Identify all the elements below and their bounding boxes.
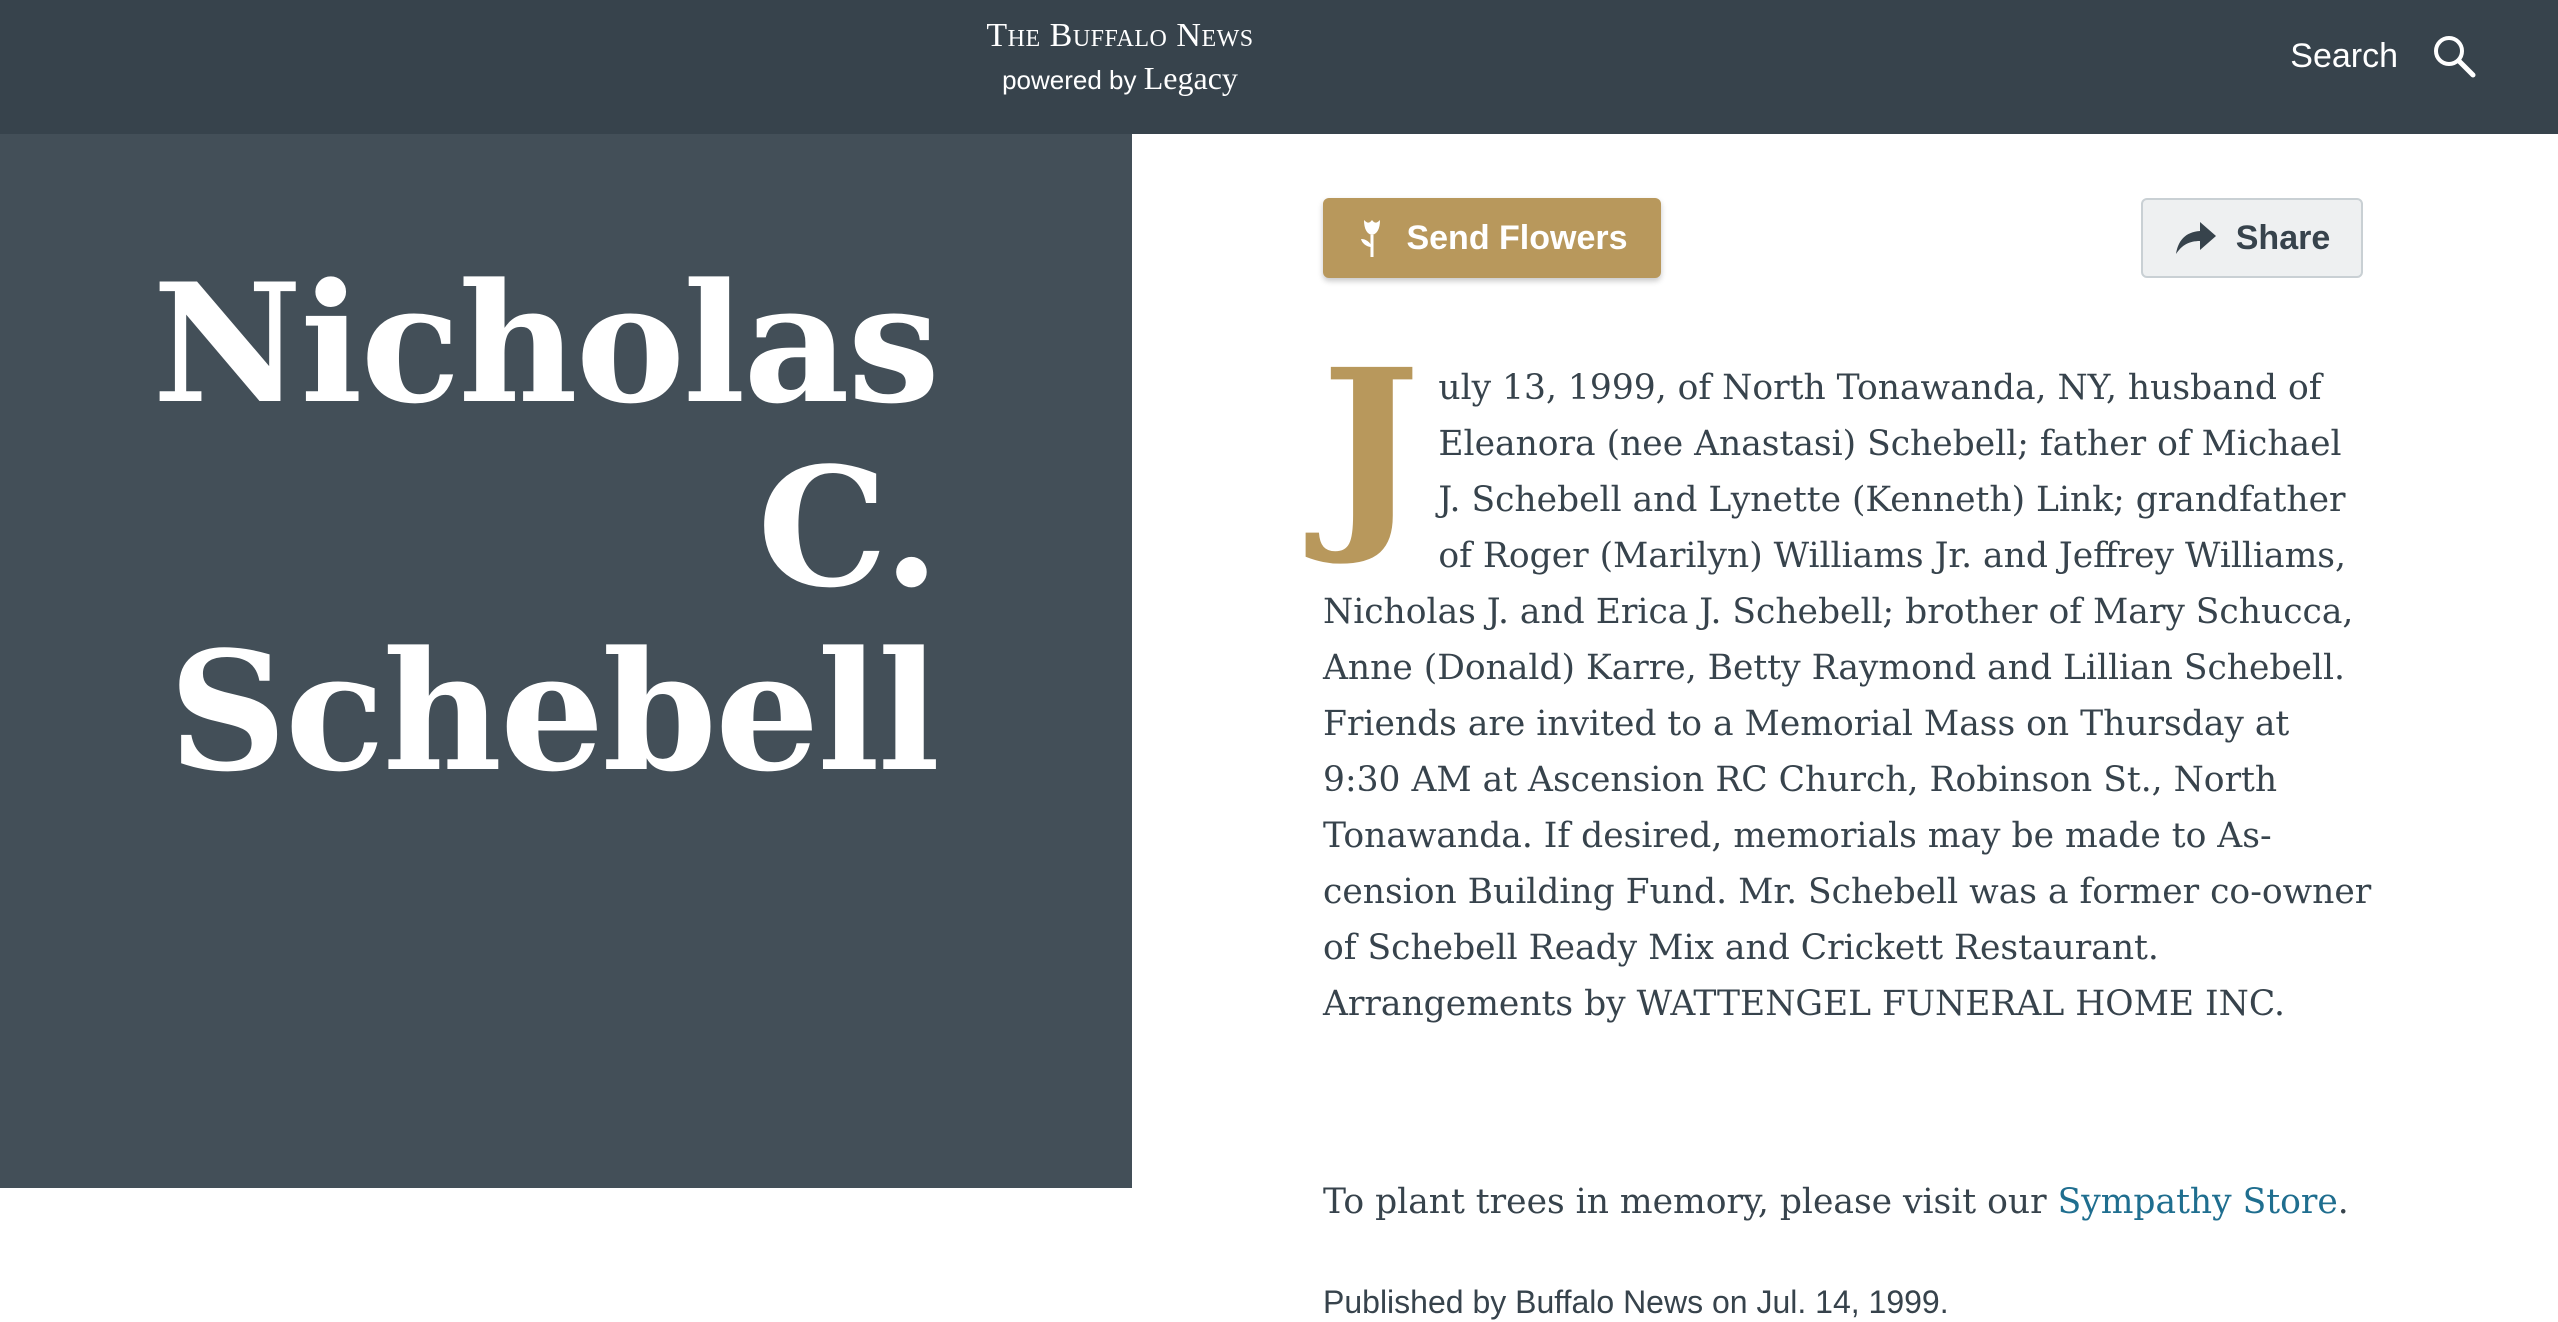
flower-icon bbox=[1356, 217, 1386, 259]
powered-by-text: powered by bbox=[1002, 65, 1137, 95]
drop-cap-letter: J bbox=[1321, 323, 1421, 570]
search-icon bbox=[2432, 34, 2476, 78]
name-line-last: Schebell bbox=[168, 615, 938, 808]
obituary-text bbox=[1321, 323, 2373, 1032]
published-line: Published by Buffalo News on Jul. 14, 1999. bbox=[1323, 1284, 1949, 1320]
legacy-wordmark: Legacy bbox=[1143, 60, 1238, 96]
obituary-body: uly 13, 1999, of North Tonawanda, NY, husband of Eleanora (nee Anastasi) Schebell; father of Michael J. Schebell and Lynette (Kenneth) Link; grandfather of Roger (Marilyn) Williams Jr. and Jeffrey Williams, Nicholas J. and Erica J. Schebell; brother of Mary Schucca, Anne (Donald) Karre, Betty Raymond and Lillian Schebell. Friends are invited to a Memorial Mass on Thursday at 9:30 AM at Ascension RC Church, Robinson St., North Tonawanda. If desired, memorials may be made to Ascension Building Fund. Mr. Schebell was a former co-owner of Schebell Ready Mix and Crickett Restaurant. Arrangements by WATTENGEL FUNERAL HOME INC. bbox=[1323, 368, 2372, 1024]
plant-trees-prefix: To plant trees in memory, please visit our bbox=[1323, 1182, 2058, 1222]
name-line-first: Nicholas C. bbox=[152, 247, 938, 624]
share-label: Share bbox=[2235, 218, 2331, 257]
sympathy-store-link[interactable]: Sympathy Store bbox=[2057, 1182, 2338, 1222]
name-panel bbox=[0, 134, 1132, 1188]
search-label: Search bbox=[2290, 36, 2398, 75]
send-flowers-button[interactable] bbox=[1323, 198, 1661, 278]
site-header bbox=[0, 0, 2558, 134]
brand-name: The Buffalo News bbox=[986, 17, 1254, 54]
plant-trees-note bbox=[1323, 1174, 2373, 1230]
deceased-name bbox=[0, 247, 938, 808]
brand-logo[interactable] bbox=[965, 14, 1275, 98]
share-button[interactable] bbox=[2141, 198, 2363, 278]
send-flowers-label: Send Flowers bbox=[1406, 218, 1628, 257]
brand-subline bbox=[965, 60, 1275, 98]
search-button[interactable] bbox=[2290, 34, 2476, 78]
plant-trees-suffix: . bbox=[2337, 1182, 2349, 1222]
share-arrow-icon bbox=[2174, 220, 2218, 256]
obituary-panel bbox=[1132, 134, 2558, 1320]
